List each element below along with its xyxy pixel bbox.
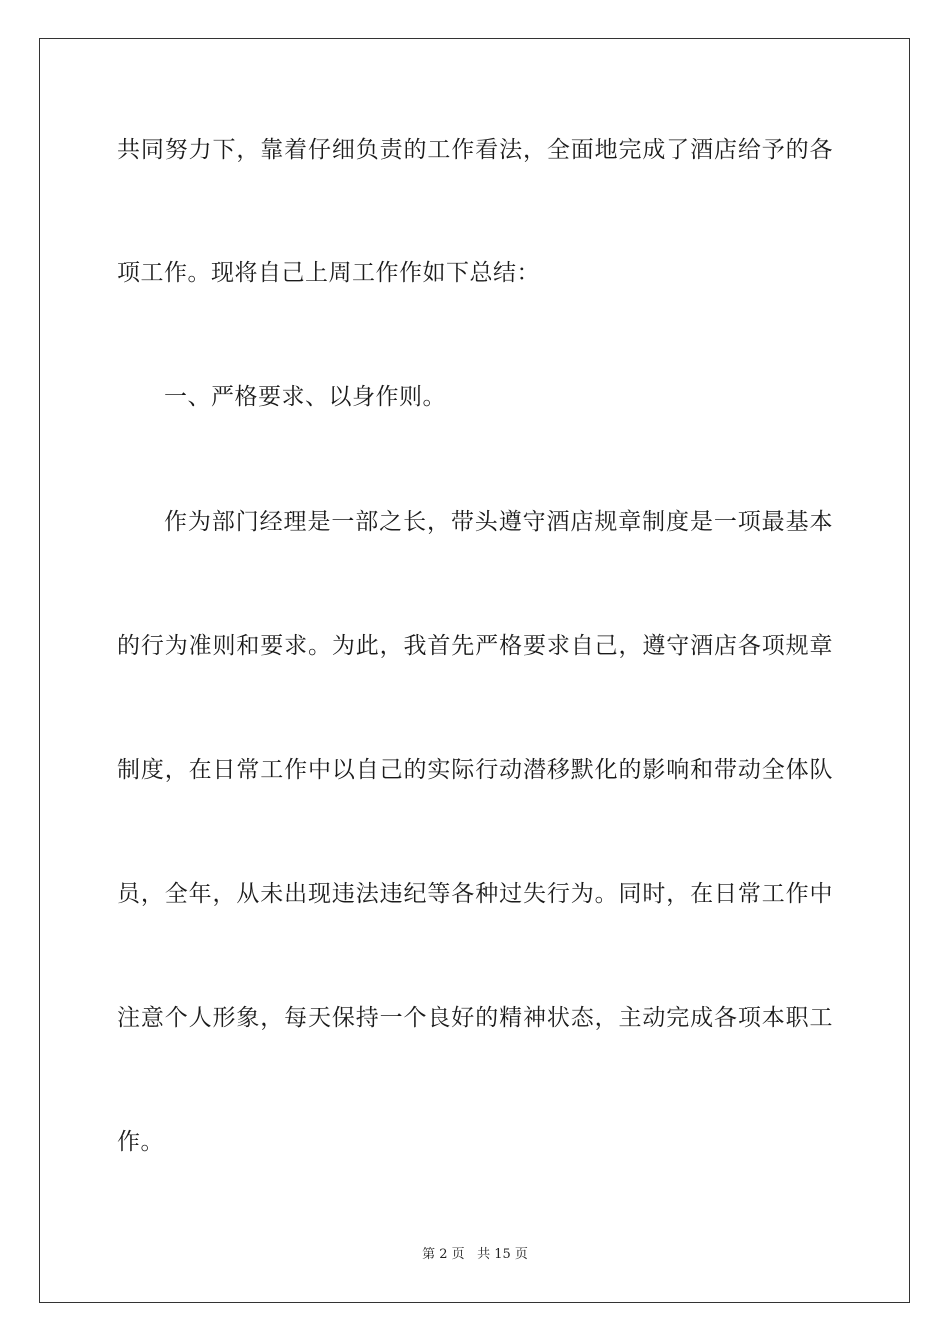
page-border (39, 38, 910, 1303)
body-text-line: 注意个人形象，每天保持一个良好的精神状态，主动完成各项本职工 (117, 1005, 833, 1031)
body-text-line: 作。 (117, 1129, 164, 1155)
body-text-line: 共同努力下，靠着仔细负责的工作看法，全面地完成了酒店给予的各 (117, 137, 833, 163)
page-footer (0, 1246, 950, 1264)
page-number: 第 2 页 (422, 1247, 465, 1262)
body-text-line: 的行为准则和要求。为此，我首先严格要求自己，遵守酒店各项规章 (117, 633, 833, 659)
body-text-line: 员，全年，从未出现违法违纪等各种过失行为。同时，在日常工作中 (117, 881, 833, 907)
body-text-line: 项工作。现将自己上周工作作如下总结： (117, 260, 540, 286)
body-text-line: 制度，在日常工作中以自己的实际行动潜移默化的影响和带动全体队 (117, 757, 833, 783)
section-heading: 一、严格要求、以身作则。 (164, 384, 446, 410)
page-total: 共 15 页 (477, 1247, 528, 1262)
body-text-line: 作为部门经理是一部之长，带头遵守酒店规章制度是一项最基本 (164, 509, 833, 535)
